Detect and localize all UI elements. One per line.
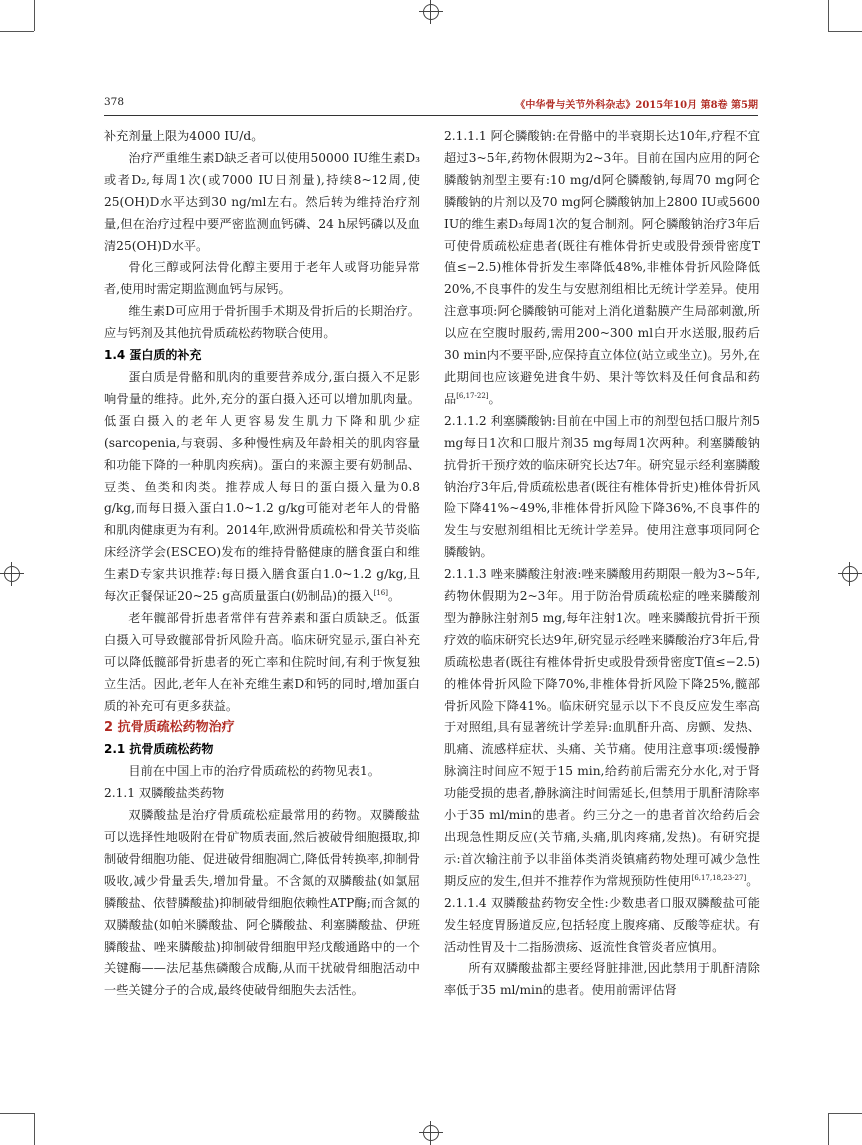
- header-rule: [104, 115, 758, 116]
- section-heading-1-4: 1.4 蛋白质的补充: [104, 348, 202, 363]
- crop-mark: [0, 31, 34, 32]
- paragraph: 2.1.1.4 双膦酸盐药物安全性:少数患者口服双膦酸盐可能发生轻度胃肠道反应,包括轻度上腹疼痛、反酸等症状。有活动性胃及十二指肠溃疡、返流性食管炎者应慎用。: [444, 895, 760, 954]
- section-heading-2-1: 2.1 抗骨质疏松药物: [104, 742, 214, 757]
- paragraph: [104, 367, 420, 608]
- paragraph-text: 蛋白质是骨骼和肌肉的重要营养成分,蛋白摄入不足影响骨量的维持。此外,充分的蛋白摄入还可以增加肌肉量。低蛋白摄入的老年人更容易发生肌力下降和肌少症(sarcopenia,与衰弱、多种慢性病及年龄相关的肌肉容量和功能下降的一种肌肉疾病)。蛋白的来源主要有奶制品、豆类、鱼类和肉类。推荐成人每日的蛋白摄入量为0.8 g/kg,而每日摄入蛋白1.0~1.2 g/kg可能对老年人的骨骼和肌肉健康更为有利。2014年,欧洲骨质疏松和骨关节炎临床经济学会(ESCEO)发布的维持骨骼健康的膳食蛋白和维生素D专家共识推荐:每日摄入膳食蛋白1.0~1.2 g/kg,且每次正餐保证20~25 g高质量蛋白(奶制品)的摄入: [104, 369, 420, 604]
- paragraph: 治疗严重维生素D缺乏者可以使用50000 IU维生素D₃或者D₂,每周1次(或7000 IU日剂量),持续8~12周,使25(OH)D水平达到30 ng/ml左右。然后转为维持治疗剂量,但在治疗过程中要严密监测血钙磷、24 h尿钙磷以及血清25(OH)D水平。: [104, 150, 420, 253]
- crop-mark: [828, 31, 862, 32]
- paragraph: 老年髋部骨折患者常伴有营养素和蛋白质缺乏。低蛋白摄入可导致髋部骨折风险升高。临床研究显示,蛋白补充可以降低髋部骨折患者的死亡率和住院时间,有利于恢复独立生活。因此,老年人在补充维生素D和钙的同时,增加蛋白质的补充可有更多获益。: [104, 610, 420, 713]
- crop-mark: [828, 1113, 862, 1114]
- paragraph-end: 。: [387, 589, 401, 604]
- journal-citation: 《中华骨与关节外科杂志》2015年10月 第8卷 第5期: [515, 100, 758, 111]
- paragraph-text: 2.1.1.1 阿仑膦酸钠:在骨骼中的半衰期长达10年,疗程不宜超过3~5年,药物休假期为2~3年。目前在国内应用的阿仑膦酸钠剂型主要有:10 mg/d阿仑膦酸钠,每周70 mg阿仑膦酸钠的片剂以及70 mg阿仑膦酸钠加上2800 IU或5600 IU的维生素D₃每周1次的复合制剂。阿仑膦酸钠治疗3年后可使骨质疏松症患者(既往有椎体骨折史或股骨颈骨密度T值≤−2.5)椎体骨折发生率降低48%,非椎体骨折风险降低20%,不良事件的发生与安慰剂组相比无统计学差异。使用注意事项:阿仑膦酸钠可能对上消化道黏膜产生局部刺激,所以应在空腹时服药,需用200~300 ml白开水送服,服药后30 min内不要平卧,应保持直立体位(站立或坐立)。另外,在此期间也应该避免进食牛奶、果汁等饮料及任何食品和药品: [444, 129, 760, 406]
- running-header: [104, 96, 758, 112]
- paragraph: 骨化三醇或阿法骨化醇主要用于老年人或肾功能异常者,使用时需定期监测血钙与尿钙。: [104, 260, 420, 297]
- paragraph: 双膦酸盐是治疗骨质疏松症最常用的药物。双膦酸盐可以选择性地吸附在骨矿物质表面,然后被破骨细胞摄取,抑制破骨细胞功能、促进破骨细胞凋亡,降低骨转换率,抑制骨吸收,减少骨量丢失,增加骨量。不含氮的双膦酸盐(如氯屈膦酸盐、依替膦酸盐)抑制破骨细胞依赖性ATP酶;而含氮的双膦酸盐(如帕米膦酸盐、阿仑膦酸盐、利塞膦酸盐、伊班膦酸盐、唑来膦酸盐)抑制破骨细胞甲羟戊酸通路中的一个关键酶——法尼基焦磷酸合成酶,从而干扰破骨细胞活动中一些关键分子的合成,最终使破骨细胞失去活性。: [104, 808, 420, 998]
- left-column: [104, 126, 420, 1002]
- paragraph-end: 。: [488, 391, 501, 406]
- registration-mark-top: [419, 0, 443, 24]
- paragraph-text: 2.1.1.3 唑来膦酸注射液:唑来膦酸用药期限一般为3~5年,药物休假期为2~3年。用于防治骨质疏松症的唑来膦酸剂型为静脉注射剂5 mg,每年注射1次。唑来膦酸抗骨折干预疗效的临床研究长达9年,研究显示经唑来膦酸治疗3年后,骨质疏松患者(既往有椎体骨折史或股骨颈骨密度T值≤−2.5)的椎体骨折风险下降70%,非椎体骨折风险下降25%,髋部骨折风险下降41%。临床研究显示以下不良反应发生率高于对照组,具有显著统计学差异:血肌酐升高、房颤、发热、肌痛、流感样症状、头痛、关节痛。使用注意事项:缓慢静脉滴注时间应不短于15 min,给药前后需充分水化,对于肾功能受损的患者,静脉滴注时间需延长,但禁用于肌酐清除率小于35 ml/min的患者。约三分之一的患者首次给药后会出现急性期反应(关节痛,头痛,肌肉疼痛,发热)。有研究提示:首次输注前予以非甾体类消炎镇痛药物处理可减少急性期反应的发生,但并不推荐作为常规预防性使用: [444, 567, 760, 888]
- paragraph: 维生素D可应用于骨折围手术期及骨折后的长期治疗。应与钙剂及其他抗骨质疏松药物联合使用。: [104, 304, 420, 341]
- registration-mark-left: [0, 562, 24, 586]
- paragraph: [444, 564, 760, 893]
- paragraph: 2.1.1.2 利塞膦酸钠:目前在中国上市的剂型包括口服片剂5 mg每日1次和口服片剂35 mg每周1次两种。利塞膦酸钠抗骨折干预疗效的临床研究长达7年。研究显示经利塞膦酸钠治疗3年后,骨质疏松患者(既往有椎体骨折史)椎体骨折风险下降41%~49%,非椎体骨折风险下降36%,不良事件的发生与安慰剂组相比无统计学差异。使用注意事项同阿仑膦酸钠。: [444, 413, 760, 560]
- citation-ref: [16]: [373, 588, 388, 597]
- crop-mark: [828, 1113, 829, 1145]
- crop-mark: [34, 0, 35, 31]
- paragraph: 所有双膦酸盐都主要经肾脏排泄,因此禁用于肌酐清除率低于35 ml/min的患者。使用前需评估肾: [444, 961, 760, 998]
- crop-mark: [0, 1113, 34, 1114]
- paragraph: 目前在中国上市的治疗骨质疏松的药物见表1。: [128, 764, 380, 779]
- section-heading-2-1-1: 2.1.1 双膦酸盐类药物: [104, 786, 225, 801]
- crop-mark: [34, 1113, 35, 1145]
- paragraph: [444, 126, 760, 411]
- crop-mark: [828, 0, 829, 31]
- registration-mark-bottom: [419, 1121, 443, 1145]
- section-heading-2: 2 抗骨质疏松药物治疗: [104, 720, 235, 736]
- registration-mark-right: [838, 562, 862, 586]
- citation-ref: [6,17,18,23-27]: [691, 873, 747, 882]
- paragraph-end: 。: [746, 873, 759, 888]
- paragraph: 补充剂量上限为4000 IU/d。: [104, 129, 264, 143]
- page-number: 378: [104, 96, 125, 108]
- citation-ref: [6,17-22]: [456, 391, 489, 400]
- right-column: [444, 126, 760, 1002]
